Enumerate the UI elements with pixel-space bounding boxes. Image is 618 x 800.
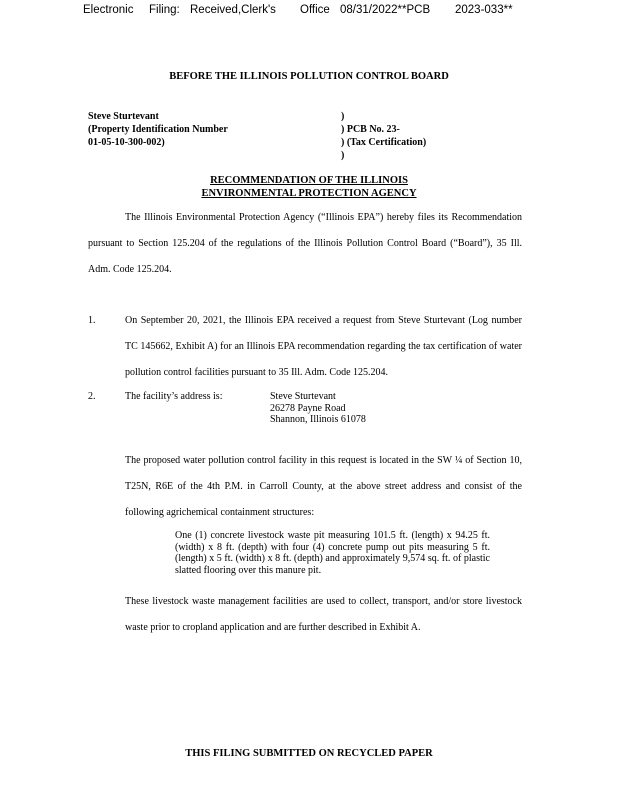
structures-block: One (1) concrete livestock waste pit measuring 101.5 ft. (length) x 94.25 ft. (width) x 8 ft. (depth) with four (4) concrete pump out pits measuring 5 ft. (length) x 5 ft. (width) x 8 ft. (depth) and approximately 9,574 sq. ft. of plastic slatted flooring over this manure pit. <box>175 530 490 576</box>
item-1-number: 1. <box>88 315 96 326</box>
header-office: Office <box>300 4 330 16</box>
closing-paragraph: These livestock waste management facilities are used to collect, transport, and/or store livestock waste prior to cropland application and are further described in Exhibit A. <box>125 596 522 633</box>
item-1-text: On September 20, 2021, the Illinois EPA received a request from Steve Sturtevant (Log number TC 145662, Exhibit A) for an Illinois EPA recommendation regarding the tax certification of water pollution control facilities pursuant to 35 Ill. Adm. Code 125.204. <box>125 315 522 378</box>
recommendation-title <box>0 175 618 200</box>
address-city: Shannon, Illinois 61078 <box>270 414 366 425</box>
header-date: 08/31/2022**PCB <box>340 4 431 16</box>
caption-pin-label: (Property Identification Number <box>88 124 228 135</box>
location-paragraph: The proposed water pollution control facility in this request is located in the SW ¼ of Section 10, T25N, R6E of the 4th P.M. in Carroll County, at the above street address and consist of the following agrichemical containment structures: <box>125 455 522 518</box>
board-title: BEFORE THE ILLINOIS POLLUTION CONTROL BOARD <box>169 71 449 82</box>
recommendation-title-line-2: ENVIRONMENTAL PROTECTION AGENCY <box>201 187 417 199</box>
case-caption-docket <box>341 110 426 162</box>
caption-party-name: Steve Sturtevant <box>88 111 159 122</box>
caption-pin-number: 01-05-10-300-002) <box>88 137 165 148</box>
header-received: Received,Clerk's <box>190 4 276 16</box>
caption-tax-certification: ) (Tax Certification) <box>341 137 427 148</box>
caption-paren-4: ) <box>341 150 345 161</box>
item-2-label: The facility’s address is: <box>125 391 223 402</box>
item-2-number: 2. <box>88 391 96 402</box>
caption-pcb-number: ) PCB No. 23- <box>341 124 400 135</box>
header-filing: Filing: <box>149 4 180 16</box>
facility-address <box>270 391 366 426</box>
header-electronic: Electronic <box>83 4 134 16</box>
address-street: 26278 Payne Road <box>270 402 346 414</box>
caption-paren-1: ) <box>341 111 345 122</box>
case-caption-parties <box>88 110 228 149</box>
recommendation-title-line-1: RECOMMENDATION OF THE ILLINOIS <box>210 175 408 186</box>
recycled-paper-footer: THIS FILING SUBMITTED ON RECYCLED PAPER <box>185 748 433 759</box>
header-docket: 2023-033** <box>455 4 513 16</box>
address-name: Steve Sturtevant <box>270 391 336 402</box>
intro-paragraph: The Illinois Environmental Protection Agency (“Illinois EPA”) hereby files its Recommendation pursuant to Section 125.204 of the regulations of the Illinois Pollution Control Board (“Board”), 35 Ill. Adm. Code 125.204. <box>88 212 522 275</box>
